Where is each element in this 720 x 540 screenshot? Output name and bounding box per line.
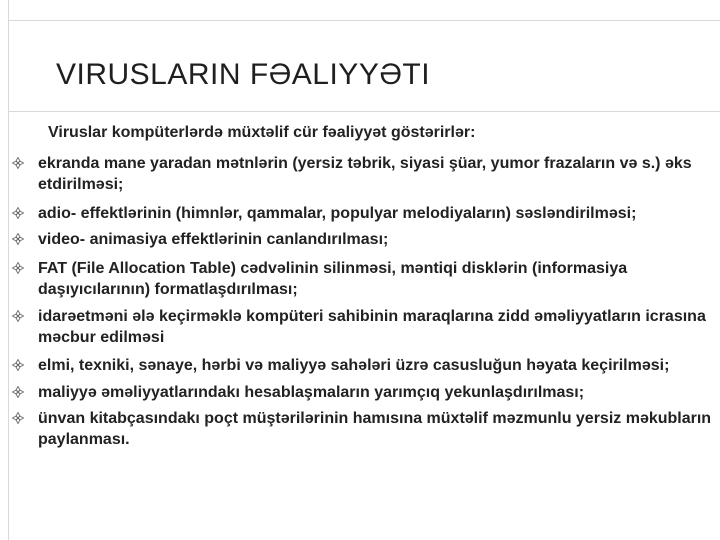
bullet-text: ekranda mane yaradan mətnlərin (yersiz təbrik, siyasi şüar, yumor frazaların və s.) əks etdirilməsi;	[38, 155, 692, 193]
diamond-bullet-icon	[12, 359, 24, 371]
diamond-bullet-icon	[12, 262, 24, 274]
bullet-text: adio- effektlərinin (himnlər, qammalar, populyar melodiyaların) səsləndirilməsi;	[38, 205, 637, 222]
diamond-bullet-icon	[12, 207, 24, 219]
bullet-item	[12, 258, 716, 300]
diamond-bullet-icon	[12, 386, 24, 398]
bullet-list	[12, 153, 716, 450]
intro-text: Viruslar kompüterlərdə müxtəlif cür fəaliyyət göstərirlər:	[48, 124, 476, 141]
slide-title: VIRUSLARIN FƏALIYYƏTI	[56, 58, 431, 91]
bullet-item	[12, 203, 716, 224]
bullet-item	[12, 229, 716, 250]
bullet-item	[12, 408, 716, 450]
bullet-text: idarəetməni ələ keçirməklə kompüteri sahibinin maraqlarına zidd əməliyyatların icrasına məcbur edilməsi	[38, 308, 706, 346]
diamond-bullet-icon	[12, 412, 24, 424]
bullet-text: elmi, texniki, sənaye, hərbi və maliyyə sahələri üzrə casusluğun həyata keçirilməsi;	[38, 357, 670, 374]
diamond-bullet-icon	[12, 157, 24, 169]
bullet-item	[12, 382, 716, 403]
bullet-item	[12, 355, 716, 376]
bullet-item	[12, 153, 716, 195]
diamond-bullet-icon	[12, 233, 24, 245]
bullet-text: ünvan kitabçasındakı poçt müştərilərinin hamısına müxtəlif məzmunlu yersiz məkubların paylanması.	[38, 410, 712, 448]
bullet-item	[12, 306, 716, 348]
diamond-bullet-icon	[12, 310, 24, 322]
bullet-text: maliyyə əməliyyatlarındakı hesablaşmaların yarımçıq yekunlaşdırılması;	[38, 384, 585, 401]
bullet-text: FAT (File Allocation Table) cədvəlinin silinməsi, məntiqi disklərin (informasiya daşıyıcılarının) formatlaşdırılması;	[38, 260, 628, 298]
bullet-text: video- animasiya effektlərinin canlandırılması;	[38, 231, 389, 248]
